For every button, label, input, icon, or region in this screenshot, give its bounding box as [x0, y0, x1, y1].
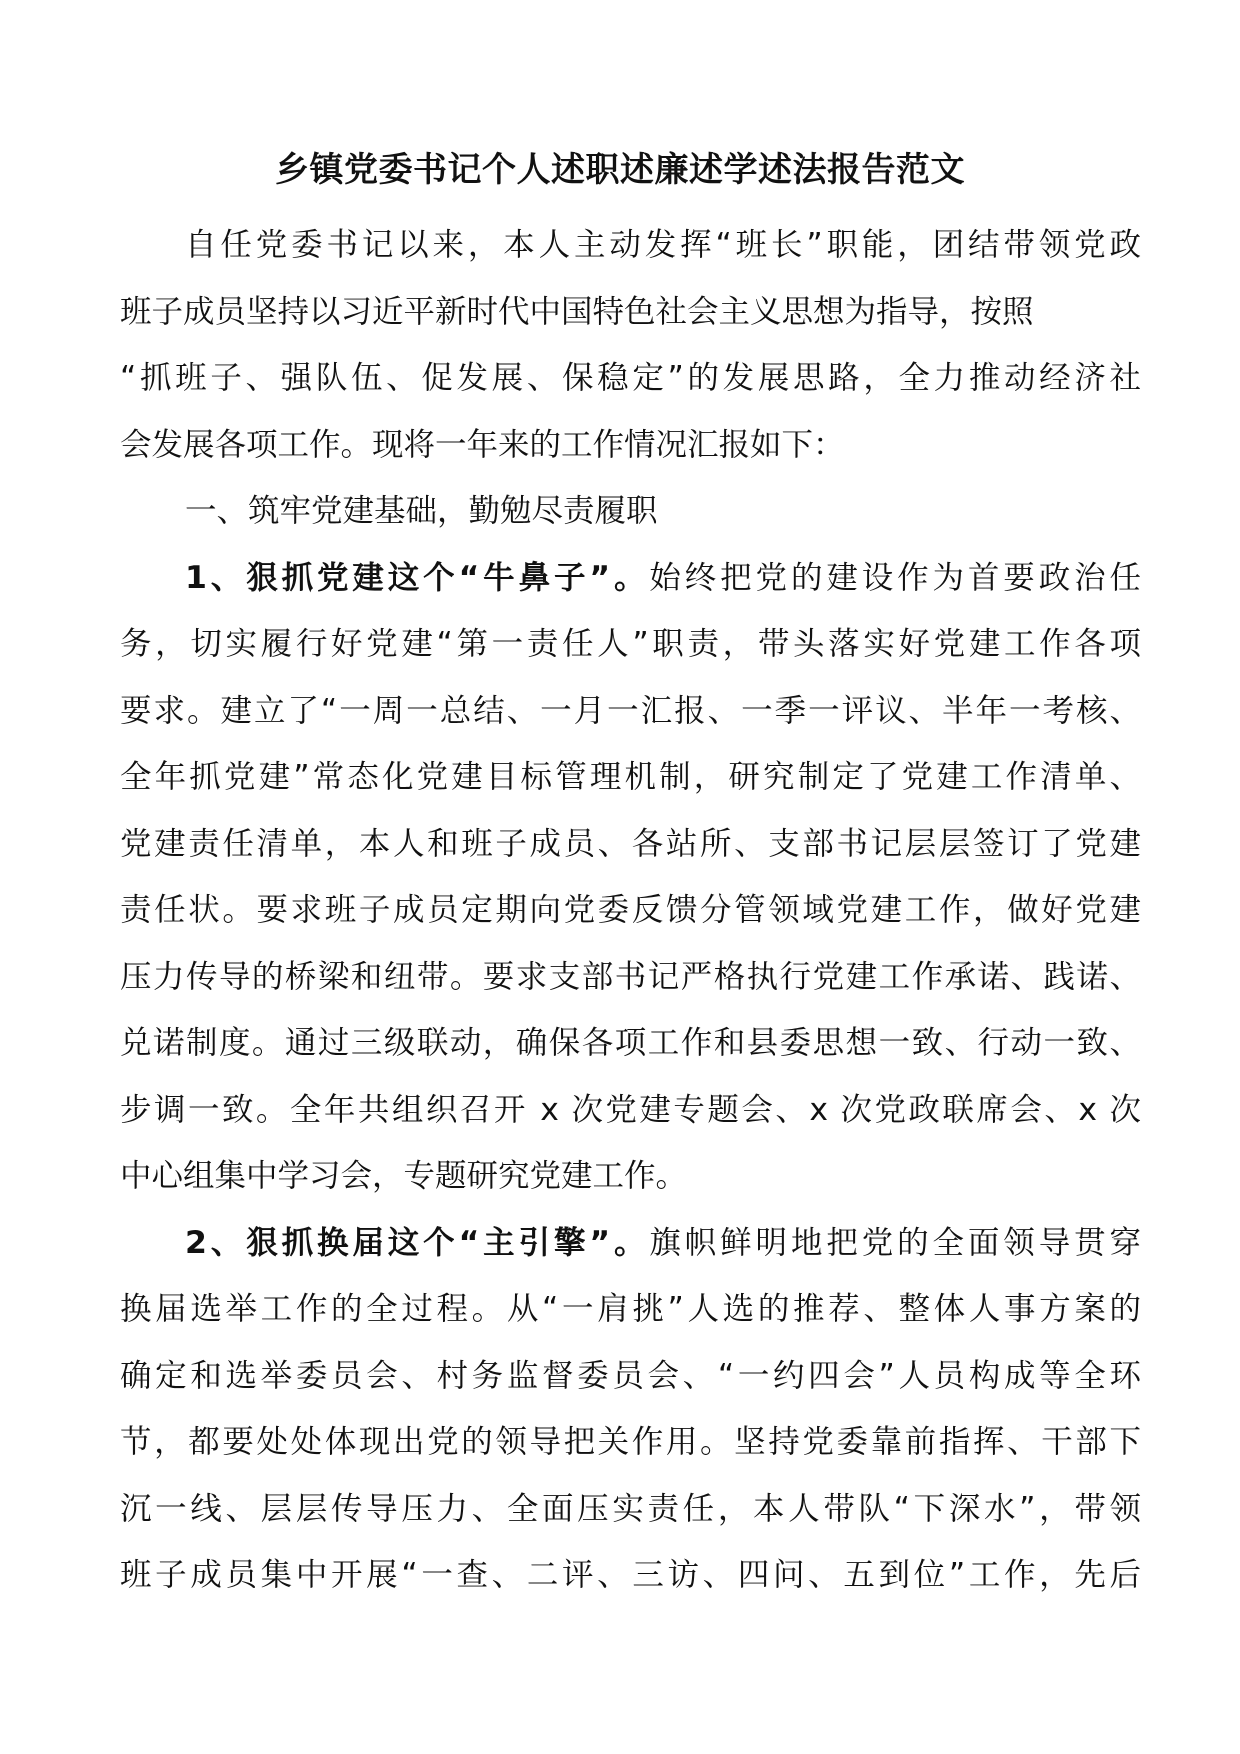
text-line [120, 412, 1141, 479]
paragraph [120, 1210, 1141, 1609]
text-line [120, 611, 1141, 678]
line-text: 始终把党的建设作为首要政治任 [649, 559, 1141, 596]
line-text: 党建责任清单，本人和班子成员、各站所、支部书记层层签订了党建 [120, 825, 1141, 862]
text-line [120, 744, 1141, 811]
line-text: 班子成员集中开展“一查、二评、三访、四问、五到位”工作，先后 [120, 1557, 1141, 1593]
text-line [120, 1476, 1141, 1543]
text-line [120, 1343, 1141, 1410]
bold-lead-in: 2、狠抓换届这个“主引擎”。 [185, 1224, 650, 1261]
line-text: 步调一致。全年共组织召开 x 次党建专题会、x 次党政联席会、x 次 [120, 1091, 1141, 1128]
text-line [120, 1077, 1141, 1144]
line-text: 换届选举工作的全过程。从“一肩挑”人选的推荐、整体人事方案的 [120, 1291, 1141, 1327]
line-text: “抓班子、强队伍、促发展、保稳定”的发展思路，全力推动经济社 [120, 360, 1141, 396]
section-heading [120, 478, 1141, 545]
line-text: 全年抓党建”常态化党建目标管理机制，研究制定了党建工作清单、 [120, 759, 1141, 795]
line-text: 一、筑牢党建基础，勤勉尽责履职 [185, 493, 658, 529]
line-text: 旗帜鲜明地把党的全面领导贯穿 [649, 1224, 1141, 1261]
line-text: 兑诺制度。通过三级联动，确保各项工作和县委思想一致、行动一致、 [120, 1025, 1141, 1061]
line-text: 压力传导的桥梁和纽带。要求支部书记严格执行党建工作承诺、践诺、 [120, 958, 1141, 995]
bold-lead-in: 1、狠抓党建这个“牛鼻子”。 [185, 559, 650, 596]
document-body [120, 212, 1141, 1609]
text-line [120, 1409, 1141, 1476]
line-text: 中心组集中学习会，专题研究党建工作。 [120, 1158, 688, 1194]
paragraph [120, 212, 1141, 478]
text-line [120, 1143, 1141, 1210]
text-line [120, 279, 1141, 346]
line-text: 自任党委书记以来，本人主动发挥“班长”职能，团结带领党政 [185, 227, 1141, 263]
document-title: 乡镇党委书记个人述职述廉述学述法报告范文 [275, 150, 965, 190]
text-line [120, 1210, 1141, 1277]
line-text: 确定和选举委员会、村务监督委员会、“一约四会”人员构成等全环 [120, 1357, 1141, 1394]
line-text: 班子成员坚持以习近平新时代中国特色社会主义思想为指导，按照 [120, 293, 1034, 330]
text-line [120, 811, 1141, 878]
text-line [120, 212, 1141, 279]
line-text: 要求。建立了“一周一总结、一月一汇报、一季一评议、半年一考核、 [120, 692, 1141, 729]
line-text: 会发展各项工作。现将一年来的工作情况汇报如下： [120, 426, 845, 463]
text-line [120, 1276, 1141, 1343]
line-text: 责任状。要求班子成员定期向党委反馈分管领域党建工作，做好党建 [120, 892, 1141, 928]
line-text: 沉一线、层层传导压力、全面压实责任，本人带队“下深水”，带领 [120, 1490, 1141, 1527]
text-line [120, 877, 1141, 944]
line-text: 务，切实履行好党建“第一责任人”职责，带头落实好党建工作各项 [120, 626, 1141, 662]
text-line [120, 345, 1141, 412]
text-line [120, 1542, 1141, 1609]
text-line [120, 1010, 1141, 1077]
text-line [120, 678, 1141, 745]
text-line [120, 545, 1141, 612]
line-text: 节，都要处处体现出党的领导把关作用。坚持党委靠前指挥、干部下 [120, 1424, 1141, 1460]
text-line [120, 478, 1141, 545]
text-line [120, 944, 1141, 1011]
paragraph [120, 545, 1141, 1210]
